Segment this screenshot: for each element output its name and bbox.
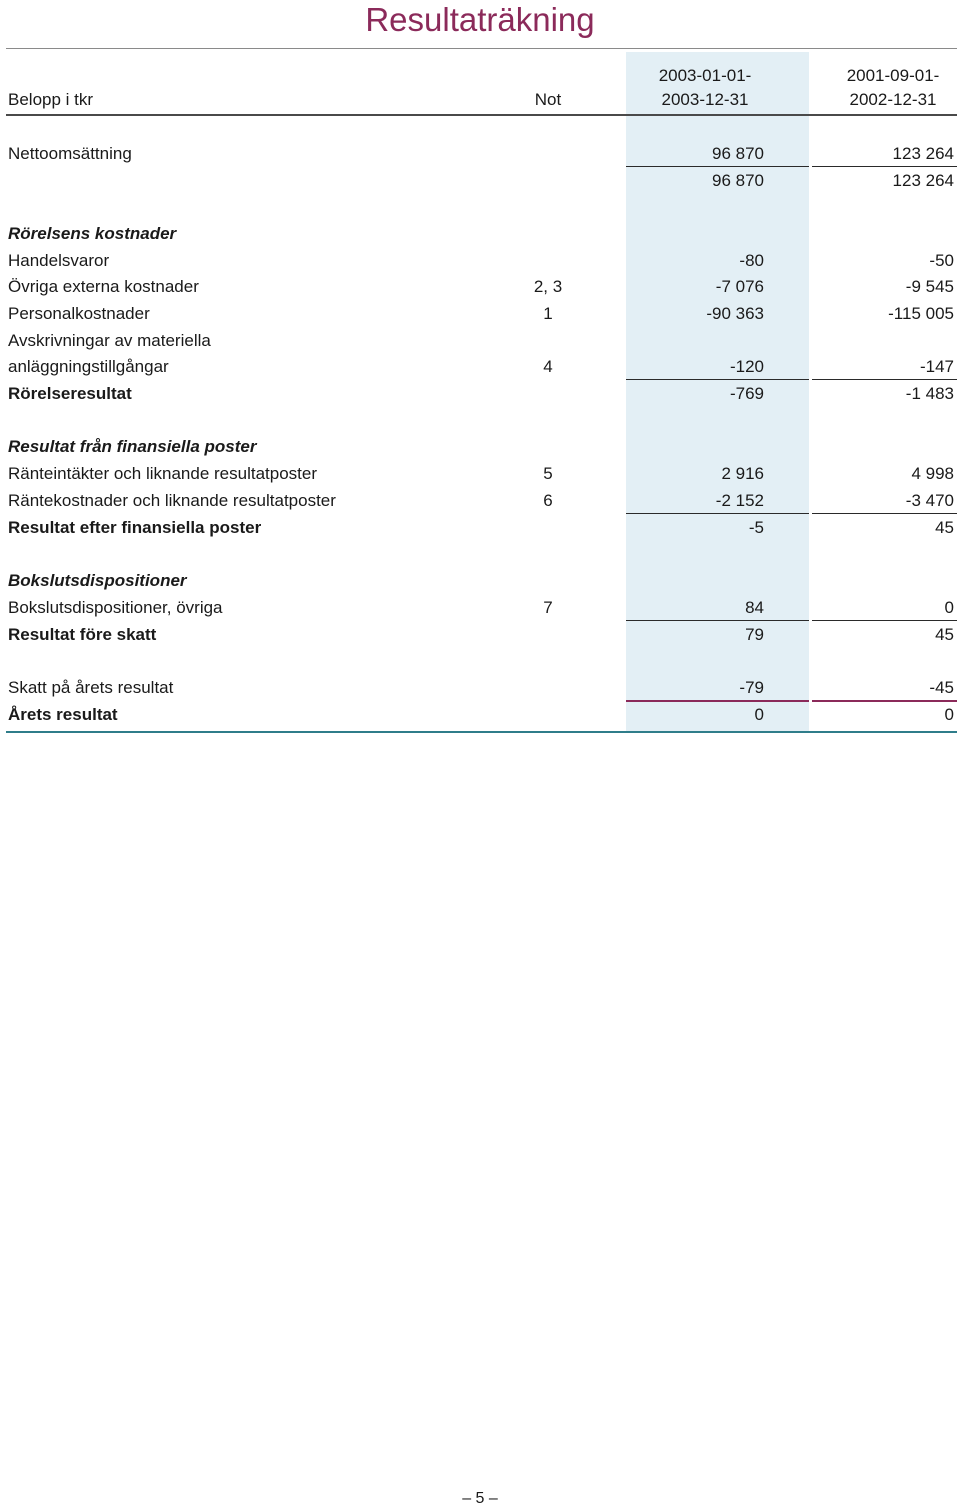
- row-value-2002: 45: [935, 518, 954, 537]
- row-bokslutsdispositioner-ovriga: [0, 594, 960, 621]
- page-number: – 5 –: [462, 1490, 498, 1507]
- row-label: Nettoomsättning: [8, 144, 132, 163]
- section-label: Bokslutsdispositioner: [8, 571, 187, 590]
- row-value-2003: -7 076: [715, 277, 764, 296]
- row-arets-resultat: [0, 701, 960, 728]
- row-note: 5: [543, 464, 553, 483]
- row-label: Ränteintäkter och liknande resultatposter: [8, 464, 318, 483]
- row-value-2003: -120: [729, 357, 764, 376]
- row-subtotal-revenue: [0, 167, 960, 194]
- row-rorelseresultat: [0, 380, 960, 407]
- row-value-2003: 96 870: [712, 171, 764, 190]
- row-value-2002: -1 483: [905, 384, 954, 403]
- row-nettoomsattning: [0, 140, 960, 167]
- row-value-2002: -3 470: [905, 491, 954, 510]
- row-label: Personalkostnader: [8, 304, 150, 323]
- row-value-2003: 79: [745, 625, 764, 644]
- row-note: 4: [543, 357, 553, 376]
- row-avskrivningar: [0, 353, 960, 380]
- row-label: Handelsvaror: [8, 251, 110, 270]
- section-heading-bokslutsdispositioner: [0, 567, 960, 594]
- row-label: Skatt på årets resultat: [8, 678, 174, 697]
- row-ovriga-externa-kostnader: [0, 273, 960, 300]
- row-value-2003: 84: [745, 598, 764, 617]
- row-rantekostnader: [0, 487, 960, 514]
- row-label: Övriga externa kostnader: [8, 277, 199, 296]
- row-value-2003: 2 916: [721, 464, 764, 483]
- table-bottom-rule: [6, 731, 957, 733]
- row-value-2002: -50: [929, 251, 954, 270]
- row-skatt: [0, 674, 960, 701]
- row-value-2002: -45: [929, 678, 954, 697]
- section-label: Rörelsens kostnader: [8, 224, 177, 243]
- amount-unit-label: Belopp i tkr: [8, 90, 94, 109]
- row-value-2003: -2 152: [715, 491, 764, 510]
- row-label: Resultat efter finansiella poster: [8, 518, 262, 537]
- note-column-header: Not: [534, 90, 562, 109]
- row-label: anläggningstillgångar: [8, 357, 169, 376]
- row-handelsvaror: [0, 247, 960, 274]
- section-heading-finansiella-poster: [0, 433, 960, 460]
- row-value-2002: 123 264: [892, 171, 954, 190]
- row-label: Räntekostnader och liknande resultatposter: [8, 491, 336, 510]
- period-2002-header: [814, 64, 960, 112]
- row-note: 6: [543, 491, 553, 510]
- row-resultat-fore-skatt: [0, 621, 960, 648]
- row-value-2002: 45: [935, 625, 954, 644]
- row-value-2003: -90 363: [706, 304, 764, 323]
- row-note: 7: [543, 598, 553, 617]
- row-value-2003: 0: [754, 705, 764, 724]
- row-value-2002: 4 998: [911, 464, 954, 483]
- row-ranteintakter: [0, 460, 960, 487]
- row-value-2003: -80: [739, 251, 764, 270]
- row-avskrivningar-line1: [0, 327, 960, 354]
- period-2003-header: [626, 64, 784, 112]
- row-value-2002: -147: [919, 357, 954, 376]
- row-value-2003: -769: [729, 384, 764, 403]
- section-label: Resultat från finansiella poster: [8, 437, 257, 456]
- row-note: 2, 3: [533, 277, 563, 296]
- row-label: Rörelseresultat: [8, 384, 132, 403]
- page-title: Resultaträkning: [365, 1, 595, 38]
- section-heading-rorelsens-kostnader: [0, 220, 960, 247]
- period-2002-start: 2001-09-01-: [846, 66, 940, 85]
- row-value-2002: -9 545: [905, 277, 954, 296]
- row-label: Avskrivningar av materiella: [8, 331, 211, 350]
- row-value-2003: -5: [748, 518, 764, 537]
- row-value-2002: 0: [944, 598, 954, 617]
- row-note: 1: [543, 304, 553, 323]
- row-value-2002: -115 005: [888, 304, 954, 323]
- period-2003-start: 2003-01-01-: [658, 66, 752, 85]
- row-value-2002: 0: [944, 705, 954, 724]
- row-resultat-efter-finansiella-poster: [0, 514, 960, 541]
- row-label: Resultat före skatt: [8, 625, 157, 644]
- row-personalkostnader: [0, 300, 960, 327]
- row-label: Årets resultat: [8, 705, 118, 724]
- row-value-2003: -79: [739, 678, 764, 697]
- period-2003-end: 2003-12-31: [661, 90, 749, 109]
- period-2002-end: 2002-12-31: [849, 90, 937, 109]
- title-divider: [6, 48, 957, 49]
- header-divider: [6, 114, 957, 116]
- row-value-2002: 123 264: [892, 144, 954, 163]
- row-label: Bokslutsdispositioner, övriga: [8, 598, 223, 617]
- row-value-2003: 96 870: [712, 144, 764, 163]
